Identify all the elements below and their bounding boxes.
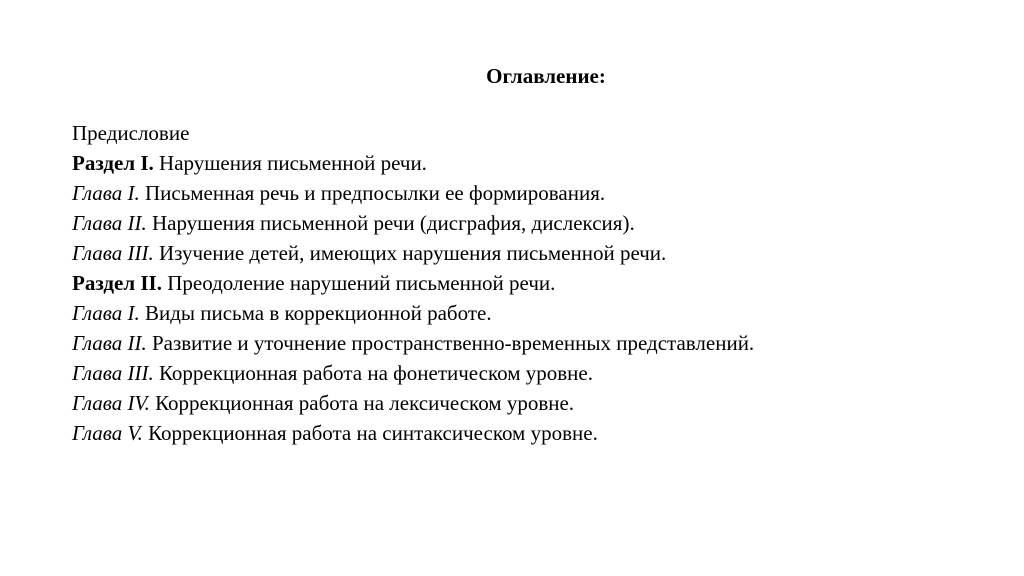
toc-item-text: Коррекционная работа на синтаксическом уровне. [142,421,598,445]
table-of-contents [72,118,754,448]
toc-item-section-2-chapter-4 [72,388,754,418]
toc-item-label: Раздел I. [72,151,154,175]
toc-item-text: Преодоление нарушений письменной речи. [161,271,556,295]
toc-item-label: Глава I. [72,181,140,205]
toc-item-label: Раздел II. [72,271,162,295]
toc-item-section-1-chapter-2 [72,208,754,238]
toc-item-section-1-chapter-3 [72,238,754,268]
toc-item-text: Коррекционная работа на фонетическом уровне. [153,361,593,385]
toc-item-label: Глава V. [72,421,143,445]
toc-item-section-2-chapter-1 [72,298,754,328]
toc-item-label: Глава IV. [72,391,150,415]
toc-item-section-1-chapter-1 [72,178,754,208]
toc-item-text: Письменная речь и предпосылки ее формирования. [139,181,606,205]
toc-item-label: Глава II. [72,331,147,355]
toc-item-label: Глава III. [72,361,154,385]
toc-item-label: Глава I. [72,301,140,325]
page-title: Оглавление: [486,64,606,88]
toc-item-section-1 [72,148,754,178]
toc-item-section-2 [72,268,754,298]
toc-item-section-2-chapter-2 [72,328,754,358]
toc-item-text: Нарушения письменной речи. [153,151,427,175]
toc-item-label: Глава II. [72,211,147,235]
toc-item-label: Глава III. [72,241,154,265]
toc-item-text: Развитие и уточнение пространственно-временных представлений. [146,331,755,355]
toc-item-text: Виды письма в коррекционной работе. [139,301,492,325]
toc-item-text: Нарушения письменной речи (дисграфия, дислексия). [146,211,635,235]
toc-item-preface [72,118,754,148]
toc-item-text: Коррекционная работа на лексическом уровне. [149,391,575,415]
toc-item-text: Предисловие [72,121,190,145]
toc-item-section-2-chapter-5 [72,418,754,448]
toc-item-text: Изучение детей, имеющих нарушения письменной речи. [153,241,667,265]
toc-item-section-2-chapter-3 [72,358,754,388]
